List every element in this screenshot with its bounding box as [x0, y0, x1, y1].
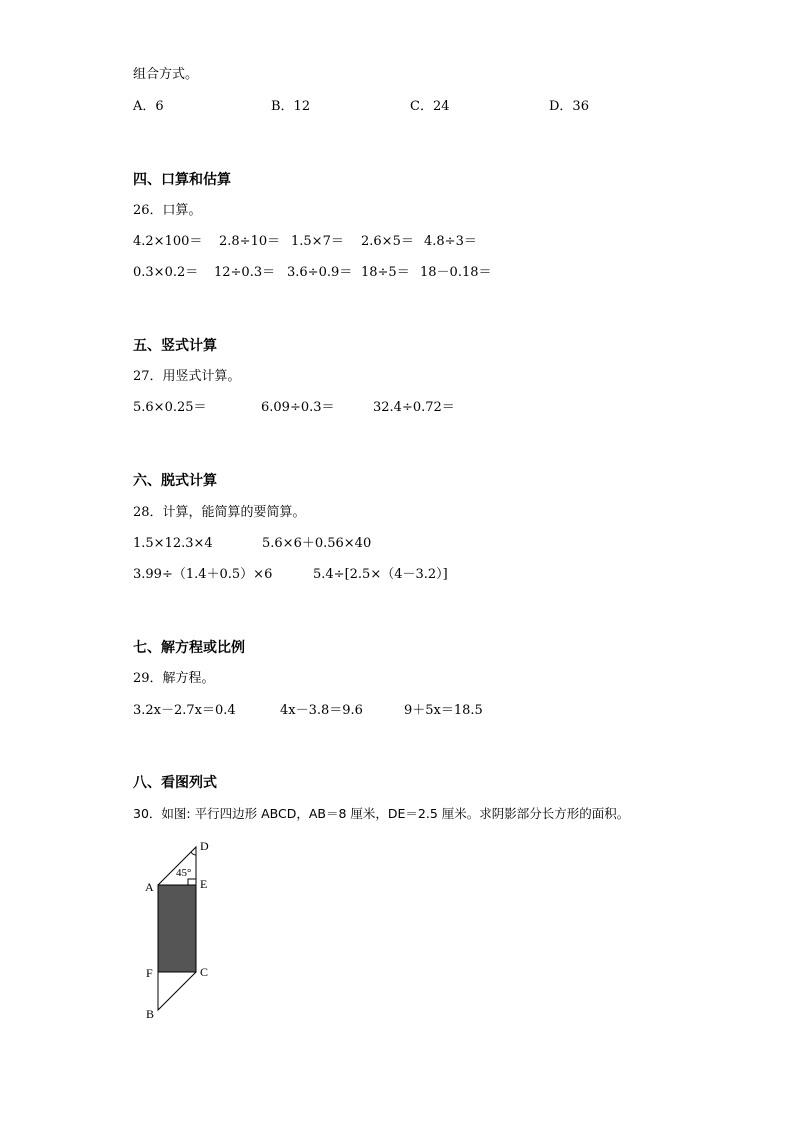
section-4-heading: 四、口算和估算 [133, 172, 231, 188]
q26-r2-item-1: 0.3×0.2＝ [133, 265, 199, 280]
label-angle: 45° [176, 867, 192, 879]
q28-r2-item-2: 5.4÷[2.5×（4－3.2）] [313, 567, 448, 582]
q28-r2-item-1: 3.99÷（1.4＋0.5）×6 [133, 567, 273, 582]
q26-r1-item-2: 2.8÷10＝ [219, 234, 281, 249]
label-e: E [200, 877, 208, 891]
q26-r2-item-3: 3.6÷0.9＝ [287, 265, 353, 280]
section-7-heading: 七、解方程或比例 [133, 640, 245, 656]
q29-item-2: 4x－3.8＝9.6 [280, 703, 363, 718]
shaded-rectangle [158, 885, 196, 972]
label-c: C [200, 965, 209, 979]
question-29-label: 29．解方程。 [133, 671, 215, 686]
section-8-heading: 八、看图列式 [133, 775, 217, 791]
parallelogram-figure [140, 836, 230, 1026]
q26-r1-item-4: 2.6×5＝ [361, 234, 414, 249]
question-26-label: 26．口算。 [133, 203, 202, 218]
q29-item-1: 3.2x－2.7x＝0.4 [133, 703, 236, 718]
q28-r1-item-2: 5.6×6＋0.56×40 [262, 536, 372, 551]
q26-r2-item-4: 18÷5＝ [361, 265, 410, 280]
q29-item-3: 9＋5x＝18.5 [404, 703, 483, 718]
question-27-label: 27．用竖式计算。 [133, 369, 241, 384]
q26-r2-item-2: 12÷0.3＝ [214, 265, 276, 280]
q26-r2-item-5: 18－0.18＝ [420, 265, 492, 280]
q28-r1-item-1: 1.5×12.3×4 [133, 536, 213, 551]
question-30-label: 30．如图: 平行四边形 ABCD，AB＝8 厘米，DE＝2.5 厘米。求阴影部分长方形的面积。 [133, 806, 630, 821]
label-d: D [200, 839, 209, 853]
q25-text-tail: 组合方式。 [133, 67, 199, 82]
angle-arc [191, 852, 196, 855]
label-b: B [146, 1007, 155, 1021]
label-a: A [145, 880, 154, 894]
option-c: C．24 [410, 99, 450, 114]
section-5-heading: 五、竖式计算 [133, 338, 217, 354]
option-d: D．36 [549, 99, 589, 114]
q27-item-1: 5.6×0.25＝ [133, 400, 207, 415]
q26-r1-item-5: 4.8÷3＝ [424, 234, 477, 249]
label-f: F [146, 966, 153, 980]
option-b: B．12 [271, 99, 311, 114]
q26-r1-item-1: 4.2×100＝ [133, 234, 203, 249]
q26-r1-item-3: 1.5×7＝ [291, 234, 344, 249]
section-6-heading: 六、脱式计算 [133, 473, 217, 489]
right-angle-marker [188, 879, 196, 885]
q27-item-3: 32.4÷0.72＝ [373, 400, 455, 415]
q27-item-2: 6.09÷0.3＝ [261, 400, 335, 415]
option-a: A．6 [133, 99, 164, 114]
question-28-label: 28．计算，能简算的要简算。 [133, 505, 306, 520]
